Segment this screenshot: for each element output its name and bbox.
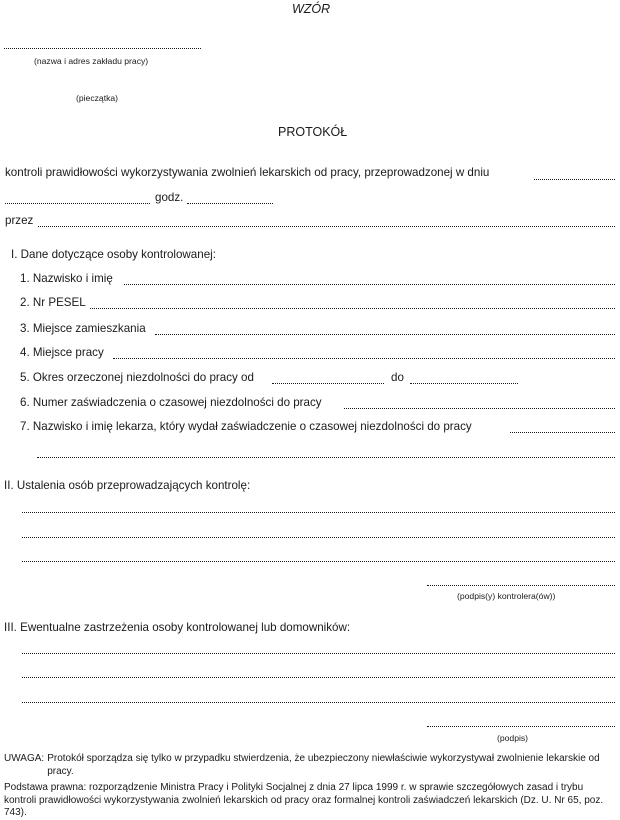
document-title: PROTOKÓŁ	[278, 125, 348, 139]
uwaga-text: Protokół sporządza się tylko w przypadku stwierdzenia, że ubezpieczony niewłaściwie wykorzystywał zwolnienie lekarskie od pracy.	[47, 753, 600, 777]
signature-field[interactable]	[427, 726, 615, 727]
item-workplace: 4. Miejsce pracy	[20, 346, 104, 359]
certificate-field[interactable]	[344, 408, 615, 409]
przez-field[interactable]	[38, 226, 615, 227]
date-field-cont[interactable]	[5, 203, 150, 204]
objections-line-2[interactable]	[22, 677, 615, 678]
doctor-field[interactable]	[510, 432, 615, 433]
period-to-field[interactable]	[410, 383, 518, 384]
stamp-caption: (pieczątka)	[76, 93, 119, 103]
item-certificate: 6. Numer zaświadczenia o czasowej niezdolności do pracy	[20, 396, 322, 409]
findings-line-3[interactable]	[22, 561, 615, 562]
section3-heading: III. Ewentualne zastrzeżenia osoby kontrolowanej lub domowników:	[4, 621, 351, 634]
intro-line1: kontroli prawidłowości wykorzystywania zwolnień lekarskich od pracy, przeprowadzonej w dniu	[5, 166, 490, 179]
signature-caption: (podpis)	[497, 733, 529, 743]
pesel-field[interactable]	[90, 308, 615, 309]
uwaga-note	[4, 753, 616, 778]
wzor-label: WZÓR	[292, 2, 331, 16]
objections-line-1[interactable]	[22, 653, 615, 654]
do-label: do	[391, 371, 404, 384]
findings-line-1[interactable]	[22, 512, 615, 513]
surname-field[interactable]	[124, 284, 615, 285]
controller-signature-field[interactable]	[427, 585, 615, 586]
legal-basis: Podstawa prawna: rozporządzenie Ministra Pracy i Polityki Socjalnej z dnia 27 lipca 1999 r. w sprawie szczegółowych zasad i trybu kontroli prawidłowości wykorzystywania zwolnień lekarskich od pracy oraz formalnej kontroli zaświadczeń lekarskich (Dz. U. Nr 65, poz. 743).	[4, 782, 604, 818]
date-field[interactable]	[534, 179, 615, 180]
item-pesel: 2. Nr PESEL	[20, 296, 86, 309]
item-period: 5. Okres orzeczonej niezdolności do pracy od	[20, 371, 254, 384]
employer-field[interactable]	[4, 48, 201, 49]
section1-heading: I. Dane dotyczące osoby kontrolowanej:	[11, 248, 216, 261]
section2-heading: II. Ustalenia osób przeprowadzających kontrolę:	[4, 479, 251, 492]
employer-caption: (nazwa i adres zakładu pracy)	[34, 56, 149, 66]
item-doctor: 7. Nazwisko i imię lekarza, który wydał zaświadczenie o czasowej niezdolności do pracy	[20, 420, 472, 433]
workplace-field[interactable]	[113, 358, 615, 359]
objections-line-3[interactable]	[22, 702, 615, 703]
controller-signature-caption: (podpis(y) kontrolera(ów))	[457, 591, 556, 601]
doctor-field-cont[interactable]	[37, 457, 615, 458]
uwaga-label: UWAGA:	[4, 753, 45, 764]
period-from-field[interactable]	[272, 383, 384, 384]
residence-field[interactable]	[155, 334, 615, 335]
item-surname: 1. Nazwisko i imię	[20, 272, 113, 285]
item-residence: 3. Miejsce zamieszkania	[20, 322, 146, 335]
findings-line-2[interactable]	[22, 537, 615, 538]
przez-label: przez	[5, 214, 34, 227]
godz-label: godz.	[155, 191, 184, 204]
hour-field[interactable]	[187, 203, 273, 204]
